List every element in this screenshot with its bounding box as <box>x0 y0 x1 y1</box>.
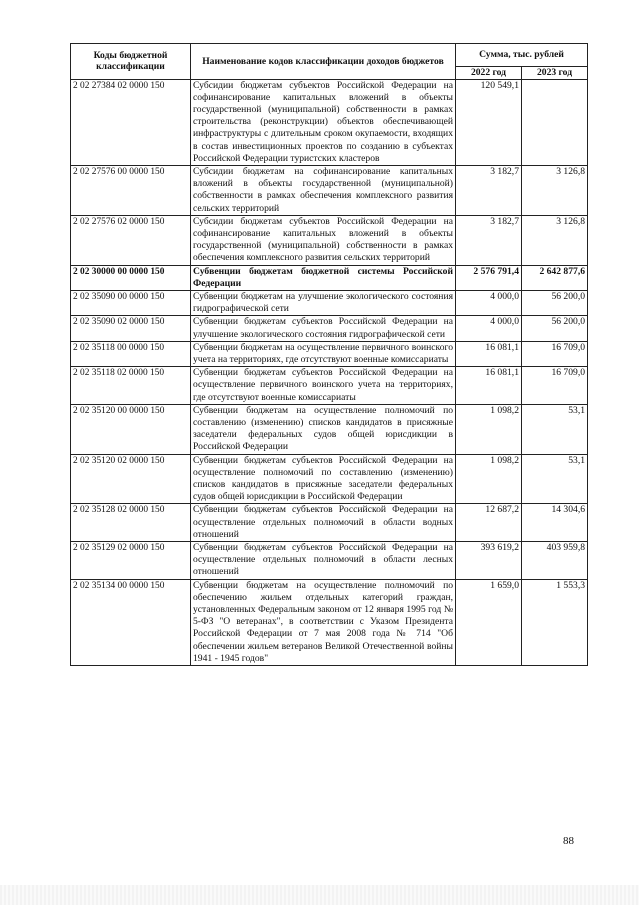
row-code: 2 02 35129 02 0000 150 <box>71 542 191 580</box>
row-code: 2 02 35118 00 0000 150 <box>71 341 191 366</box>
table-row <box>71 215 588 265</box>
table-row <box>71 579 588 665</box>
row-value-2022: 1 659,0 <box>456 579 522 665</box>
row-code: 2 02 35090 02 0000 150 <box>71 316 191 341</box>
row-value-2022: 3 182,7 <box>456 215 522 265</box>
row-value-2023: 53,1 <box>522 454 588 504</box>
row-code: 2 02 35120 00 0000 150 <box>71 404 191 454</box>
row-name: Субвенции бюджетам субъектов Российской Федерации на осуществление отдельных полномочий в области водных отношений <box>191 504 456 542</box>
row-code: 2 02 27576 02 0000 150 <box>71 215 191 265</box>
row-value-2023 <box>522 79 588 165</box>
row-value-2023: 56 200,0 <box>522 316 588 341</box>
header-year-2023: 2023 год <box>522 67 588 80</box>
row-code: 2 02 27384 02 0000 150 <box>71 79 191 165</box>
row-value-2022: 1 098,2 <box>456 454 522 504</box>
row-value-2023: 14 304,6 <box>522 504 588 542</box>
row-value-2022: 16 081,1 <box>456 367 522 405</box>
row-name: Субвенции бюджетам на осуществление первичного воинского учета на территориях, где отсутствуют военные комиссариаты <box>191 341 456 366</box>
table-row <box>71 165 588 215</box>
row-value-2023: 16 709,0 <box>522 367 588 405</box>
header-names: Наименование кодов классификации доходов бюджетов <box>191 44 456 80</box>
row-value-2022: 1 098,2 <box>456 404 522 454</box>
row-name: Субвенции бюджетам субъектов Российской Федерации на осуществление отдельных полномочий в области лесных отношений <box>191 542 456 580</box>
header-sum: Сумма, тыс. рублей <box>456 44 588 67</box>
table-row <box>71 316 588 341</box>
table-row <box>71 454 588 504</box>
row-value-2022: 12 687,2 <box>456 504 522 542</box>
row-name: Субвенции бюджетам на осуществление полномочий по обеспечению жильем отдельных категорий граждан, установленных Федеральным законом от 12 января 1995 год № 5-ФЗ "О ветеранах", в соответствии с Указом Президента Российской Федерации от 7 мая 2008 года № 714 "Об обеспечении жильем ветеранов Великой Отечественной войны 1941 - 1945 годов" <box>191 579 456 665</box>
table-row <box>71 542 588 580</box>
row-value-2023: 53,1 <box>522 404 588 454</box>
budget-income-table <box>70 43 588 666</box>
row-value-2022: 4 000,0 <box>456 316 522 341</box>
row-name: Субсидии бюджетам субъектов Российской Федерации на софинансирование капитальных вложений в объекты государственной (муниципальной) собственности в рамках обеспечения комплексного развития сельских территорий <box>191 215 456 265</box>
row-name: Субвенции бюджетам на осуществление полномочий по составлению (изменению) списков кандидатов в присяжные заседатели федеральных судов общей юрисдикции в Российской Федерации <box>191 404 456 454</box>
row-code: 2 02 27576 00 0000 150 <box>71 165 191 215</box>
row-value-2022: 393 619,2 <box>456 542 522 580</box>
row-value-2023: 16 709,0 <box>522 341 588 366</box>
row-name: Субвенции бюджетам на улучшение экологического состояния гидрографической сети <box>191 290 456 315</box>
table-row <box>71 341 588 366</box>
header-year-2022: 2022 год <box>456 67 522 80</box>
row-value-2023: 56 200,0 <box>522 290 588 315</box>
row-name: Субвенции бюджетам субъектов Российской Федерации на осуществление первичного воинского учета на территориях, где отсутствуют военные комиссариаты <box>191 367 456 405</box>
row-value-2022: 16 081,1 <box>456 341 522 366</box>
row-value-2023: 2 642 877,6 <box>522 265 588 290</box>
header-codes: Коды бюджетной классификации <box>71 44 191 80</box>
row-name: Субвенции бюджетам субъектов Российской Федерации на осуществление полномочий по составлению (изменению) списков кандидатов в присяжные заседатели федеральных судов общей юрисдикции в Российской Федерации <box>191 454 456 504</box>
row-value-2023: 403 959,8 <box>522 542 588 580</box>
row-value-2022: 120 549,1 <box>456 79 522 165</box>
row-value-2022: 4 000,0 <box>456 290 522 315</box>
table-header <box>71 44 588 80</box>
row-code: 2 02 35128 02 0000 150 <box>71 504 191 542</box>
table-row <box>71 265 588 290</box>
row-value-2022: 2 576 791,4 <box>456 265 522 290</box>
row-name: Субсидии бюджетам на софинансирование капитальных вложений в объекты государственной (муниципальной) собственности в рамках обеспечения комплексного развития сельских территорий <box>191 165 456 215</box>
table-row <box>71 404 588 454</box>
row-code: 2 02 35134 00 0000 150 <box>71 579 191 665</box>
page-number: 88 <box>563 835 574 847</box>
row-value-2023: 3 126,8 <box>522 165 588 215</box>
row-code: 2 02 35118 02 0000 150 <box>71 367 191 405</box>
scan-edge <box>0 885 639 905</box>
row-name: Субсидии бюджетам субъектов Российской Федерации на софинансирование капитальных вложений в объекты государственной (муниципальной) собственности в рамках строительства (реконструкции) объектов обеспечивающей инфраструктуры с длительным сроком окупаемости, входящих в состав инвестиционных проектов по созданию в субъектах Российской Федерации туристских кластеров <box>191 79 456 165</box>
row-value-2023: 1 553,3 <box>522 579 588 665</box>
row-code: 2 02 35090 00 0000 150 <box>71 290 191 315</box>
row-name: Субвенции бюджетам бюджетной системы Российской Федерации <box>191 265 456 290</box>
table-row <box>71 290 588 315</box>
row-name: Субвенции бюджетам субъектов Российской Федерации на улучшение экологического состояния гидрографической сети <box>191 316 456 341</box>
table-row <box>71 504 588 542</box>
row-code: 2 02 30000 00 0000 150 <box>71 265 191 290</box>
table-body <box>71 79 588 666</box>
table-row <box>71 367 588 405</box>
row-code: 2 02 35120 02 0000 150 <box>71 454 191 504</box>
row-value-2022: 3 182,7 <box>456 165 522 215</box>
row-value-2023: 3 126,8 <box>522 215 588 265</box>
table-row <box>71 79 588 165</box>
